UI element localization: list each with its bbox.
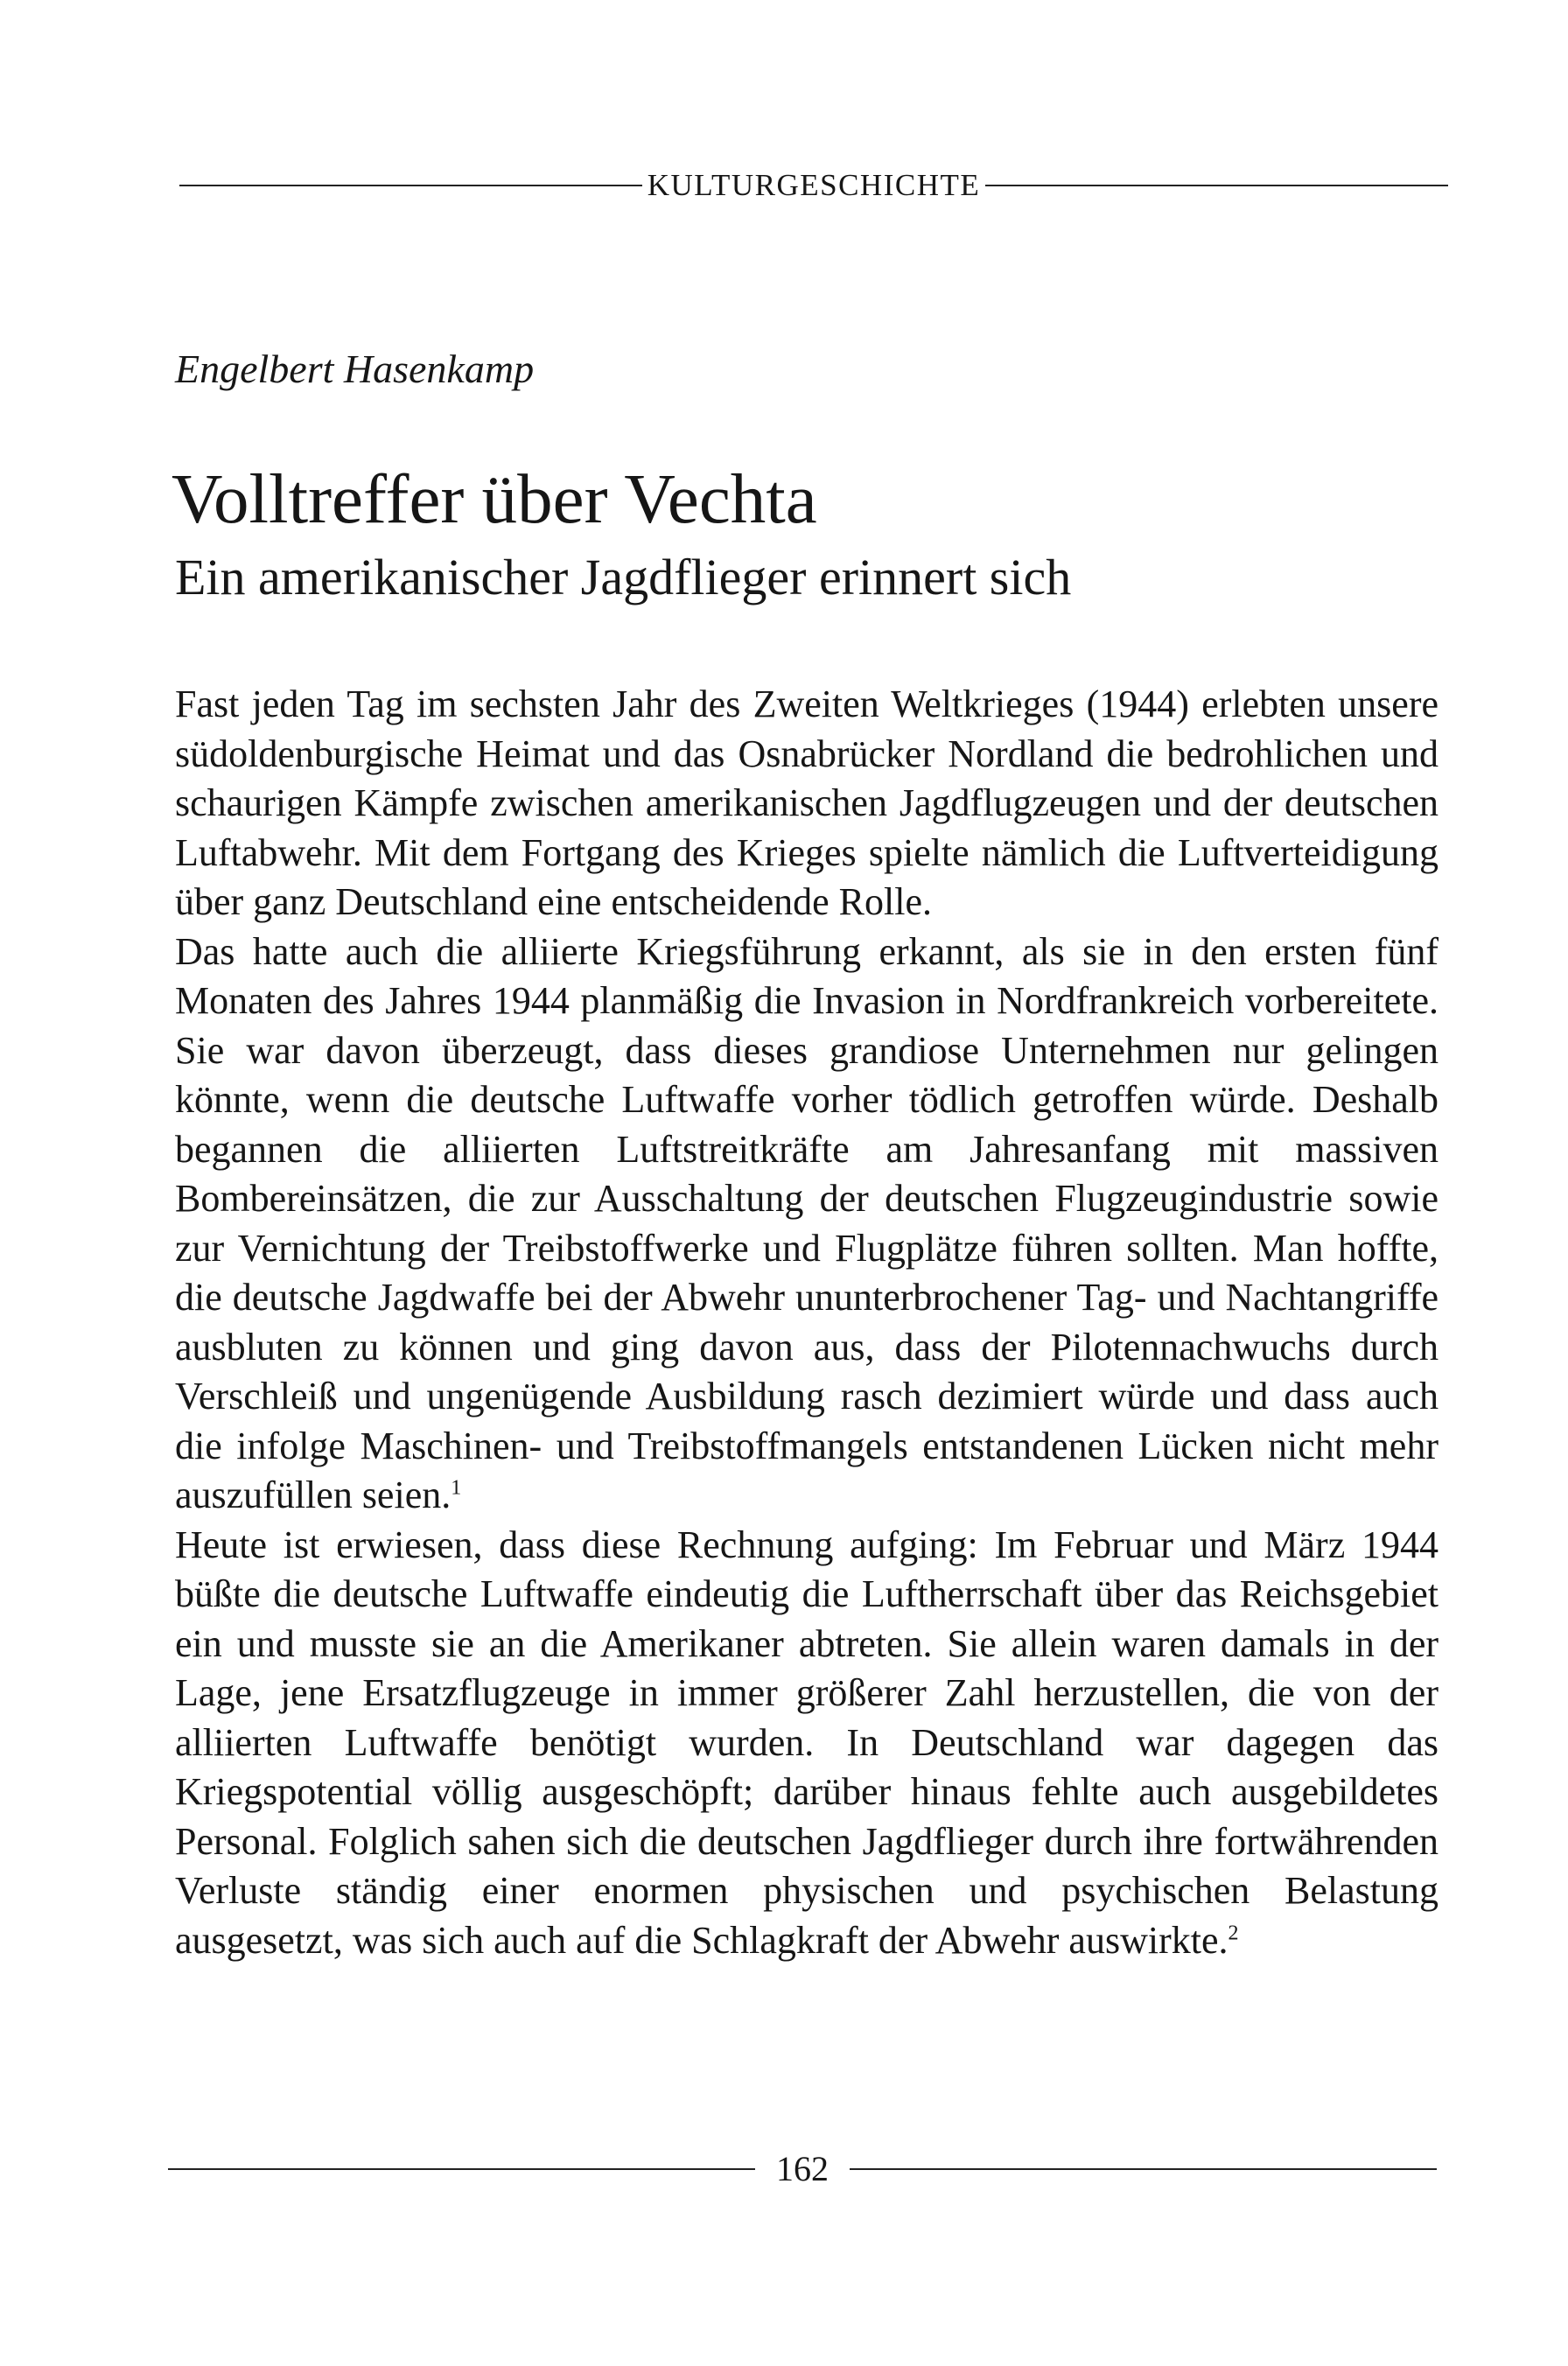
paragraph — [175, 1521, 1438, 1966]
article-title: Volltreffer über Vechta — [172, 459, 817, 538]
paragraph — [175, 680, 1438, 928]
footnote-marker: 1 — [451, 1476, 462, 1500]
running-header — [179, 166, 1448, 205]
header-rule-left — [179, 185, 642, 186]
paragraph-text: Das hatte auch die alliierte Kriegsführung erkannt, als sie in den ersten fünf Monaten des Jahres 1944 planmäßig die Invasion in Nordfrankreich vorbereitete. Sie war davon überzeugt, dass dieses grandiose Unternehmen nur gelingen könnte, wenn die deutsche Luftwaffe vorher tödlich getroffen würde. Deshalb begannen die alliierten Luftstreitkräfte am Jahresanfang mit massiven Bombereinsätzen, die zur Ausschaltung der deutschen Flugzeugindustrie sowie zur Vernichtung der Treibstoffwerke und Flugplätze führen sollten. Man hoffte, die deutsche Jagdwaffe bei der Abwehr ununterbrochener Tag- und Nachtangriffe ausbluten zu können und ging davon aus, dass der Pilotennachwuchs durch Verschleiß und ungenügende Ausbildung rasch dezimiert würde und dass auch die infolge Maschinen- und Treibstoffmangels entstandenen Lücken nicht mehr auszufüllen seien. — [175, 929, 1438, 1516]
footnote-marker: 2 — [1228, 1921, 1239, 1944]
paragraph — [175, 928, 1438, 1521]
running-footer — [168, 2146, 1437, 2193]
paragraph-text: Heute ist erwiesen, dass diese Rechnung aufging: Im Februar und März 1944 büßte die deutsche Luftwaffe eindeutig die Luftherrschaft über das Reichsgebiet ein und musste sie an die Amerikaner abtreten. Sie allein waren damals in der Lage, jene Ersatzflugzeuge in immer größerer Zahl herzustellen, die von der alliierten Luftwaffe benötigt wurden. In Deutschland war dagegen das Kriegspotential völlig ausgeschöpft; darüber hinaus fehlte auch ausgebildetes Personal. Folglich sahen sich die deutschen Jagdflieger durch ihre fortwährenden Verluste ständig einer enormen physischen und psychischen Belastung ausgesetzt, was sich auch auf die Schlagkraft der Abwehr auswirkte. — [175, 1522, 1438, 1962]
author-name: Engelbert Hasenkamp — [175, 346, 535, 391]
header-rule-right — [985, 185, 1448, 186]
paragraph-text: Fast jeden Tag im sechsten Jahr des Zweiten Weltkrieges (1944) erlebten unsere südoldenburgische Heimat und das Osnabrücker Nordland die bedrohlichen und schaurigen Kämpfe zwischen amerikanischen Jagdflugzeugen und der deutschen Luftabwehr. Mit dem Fortgang des Krieges spielte nämlich die Luftverteidigung über ganz Deutschland eine entscheidende Rolle. — [175, 682, 1438, 923]
footer-rule-right — [850, 2168, 1437, 2170]
article-body — [175, 680, 1438, 1965]
article-subtitle: Ein amerikanischer Jagdflieger erinnert sich — [175, 549, 1072, 606]
section-label: KULTURGESCHICHTE — [647, 168, 981, 202]
footer-rule-left — [168, 2168, 755, 2170]
page-number: 162 — [776, 2149, 829, 2188]
